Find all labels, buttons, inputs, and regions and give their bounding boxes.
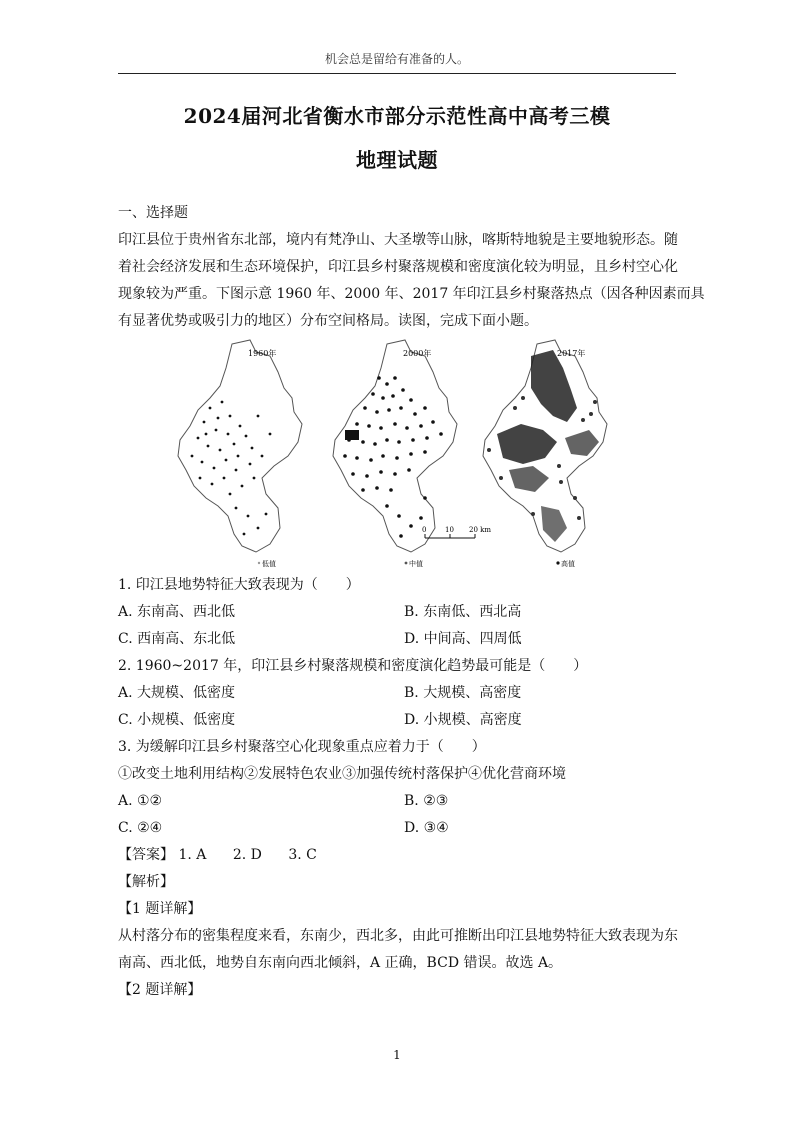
q1-option-a: A. 东南高、西北低: [118, 604, 236, 620]
questions-block: [118, 572, 676, 1004]
q3-option-d: D. ③④: [404, 820, 449, 836]
exam-title: 2024届河北省衡水市部分示范性高中高考三模: [183, 104, 611, 128]
section-heading: 一、选择题: [118, 205, 188, 221]
question-3-options-row: [118, 815, 676, 842]
question-2-stem: 2. 1960~2017 年，印江县乡村聚落规模和密度演化趋势最可能是（ ）: [118, 658, 588, 674]
map-points: [343, 376, 443, 538]
exam-subtitle: 地理试题: [356, 148, 438, 172]
question-2-options-row: [118, 707, 676, 734]
question-3-stem: 3. 为缓解印江县乡村聚落空心化现象重点应着力于（ ）: [118, 739, 486, 755]
map-points: [191, 401, 272, 536]
analysis-label: 【解析】: [118, 874, 174, 890]
map-2000: [333, 340, 491, 568]
scale-0: 0: [422, 526, 427, 534]
maps-svg: [170, 338, 630, 570]
q3-option-c: C. ②④: [118, 820, 163, 836]
map-year-label: 1960年: [248, 349, 277, 358]
q3-option-b: B. ②③: [404, 793, 449, 809]
intro-line: 印江县位于贵州省东北部，境内有梵净山、大圣墩等山脉，喀斯特地貌是主要地貌形态。随: [118, 232, 678, 248]
detail-1-line: 南高、西北低，地势自东南向西北倾斜，A 正确，BCD 错误。故选 A。: [118, 955, 563, 971]
answer-line: [118, 842, 676, 869]
map-cluster: [345, 430, 359, 440]
detail-2-label: 【2 题详解】: [118, 982, 202, 998]
map-year-label: 2017年: [557, 349, 586, 358]
detail-1-line: 从村落分布的密集程度来看，东南少，西北多，由此可推断出印江县地势特征大致表现为东: [118, 928, 678, 944]
legend-high-dot: [556, 561, 559, 564]
map-outline: [333, 340, 457, 552]
legend-low-dot: [258, 562, 260, 564]
legend-mid: 中值: [409, 560, 423, 568]
legend-high: 高值: [561, 560, 575, 568]
question-3-items: ①改变土地利用结构②发展特色农业③加强传统村落保护④优化营商环境: [118, 766, 566, 782]
intro-line: 有显著优势或吸引力的地区）分布空间格局。读图，完成下面小题。: [118, 313, 538, 329]
scale-10: 10: [445, 526, 454, 534]
map-outline: [178, 340, 302, 552]
q1-option-d: D. 中间高、四周低: [404, 631, 522, 647]
question-3-options-row: [118, 788, 676, 815]
question-1-options-row: [118, 599, 676, 626]
answer-2: 2. D: [232, 847, 262, 863]
q3-option-a: A. ①②: [118, 793, 163, 809]
legend-low: 低值: [262, 560, 276, 568]
legend-mid-dot: [405, 562, 408, 565]
question-1-stem: 1. 印江县地势特征大致表现为（ ）: [118, 577, 360, 593]
page-header: 机会总是留给有准备的人。: [324, 52, 469, 66]
answer-3: 3. C: [288, 847, 317, 863]
settlement-maps-figure: [170, 338, 630, 570]
q2-option-b: B. 大规模、高密度: [404, 685, 522, 701]
answer-1: 1. A: [178, 847, 207, 863]
intro-block: [118, 200, 705, 335]
q2-option-c: C. 小规模、低密度: [118, 712, 236, 728]
q2-option-d: D. 小规模、高密度: [404, 712, 522, 728]
map-1960: [178, 340, 302, 568]
q1-option-c: C. 西南高、东北低: [118, 631, 236, 647]
question-1-options-row: [118, 626, 676, 653]
q2-option-a: A. 大规模、低密度: [118, 685, 236, 701]
intro-line: 现象较为严重。下图示意 1960 年、2000 年、2017 年印江县乡村聚落热点（因各种因素而具: [118, 286, 705, 302]
answer-label: 【答案】: [118, 847, 174, 863]
question-2-options-row: [118, 680, 676, 707]
header-rule: [118, 73, 676, 74]
detail-1-label: 【1 题详解】: [118, 901, 202, 917]
scale-20: 20 km: [469, 526, 492, 534]
intro-line: 着社会经济发展和生态环境保护，印江县乡村聚落规模和密度演化较为明显，且乡村空心化: [118, 259, 678, 275]
q1-option-b: B. 东南低、西北高: [404, 604, 522, 620]
map-2017: [483, 340, 607, 568]
map-year-label: 2000年: [403, 349, 432, 358]
page-number: 1: [393, 1048, 401, 1062]
